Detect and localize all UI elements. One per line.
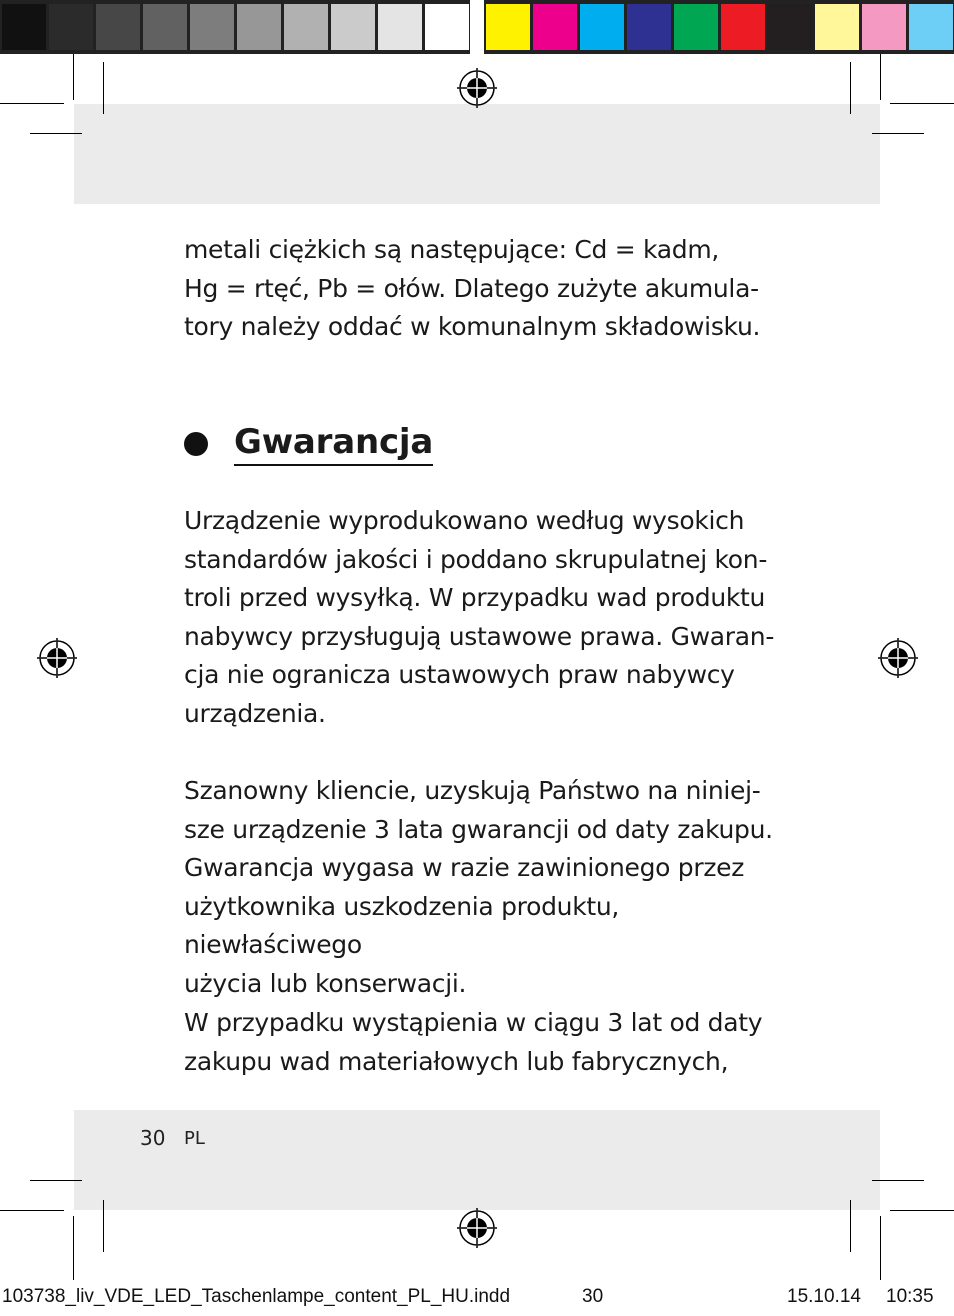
- header-band: [74, 104, 880, 204]
- registration-mark-icon: [37, 638, 77, 678]
- section-title: Gwarancja: [234, 422, 433, 466]
- crop-mark: [73, 54, 74, 100]
- color-swatch: [2, 4, 46, 50]
- grayscale-strip: [0, 0, 470, 54]
- color-swatch: [533, 4, 577, 50]
- crop-mark: [890, 103, 954, 104]
- color-swatch: [815, 4, 859, 50]
- crop-mark: [850, 62, 851, 114]
- bullet-dot-icon: [184, 432, 208, 456]
- warranty-paragraph-1: Urządzenie wyprodukowano według wysokich standardów jakości i poddano skrupulatnej kon- troli przed wysyłką. W przypadku wad produktu nabywcy przysługują ustawowe prawa. Gwaran- cja nie ogranicza ustawowych praw nabywcy urządzenia.: [184, 506, 775, 728]
- language-code: PL: [184, 1128, 205, 1149]
- intro-paragraph: metali ciężkich są następujące: Cd = kadm, Hg = rtęć, Pb = ołów. Dlatego zużyte akumula- tory należy oddać w komunalnym składowisku.: [184, 235, 761, 341]
- slug-filename: 103738_liv_VDE_LED_Taschenlampe_content_PL_HU.indd: [2, 1286, 511, 1307]
- warranty-paragraph-3: W przypadku wystąpienia w ciągu 3 lat od daty zakupu wad materiałowych lub fabrycznych,: [184, 1008, 763, 1076]
- color-swatch: [331, 4, 375, 50]
- section-heading: [184, 420, 433, 468]
- color-swatch: [486, 4, 530, 50]
- color-swatch: [96, 4, 140, 50]
- color-swatch: [862, 4, 906, 50]
- slug-time: 10:35: [886, 1286, 934, 1307]
- color-swatch: [768, 4, 812, 50]
- crop-mark: [890, 1210, 954, 1211]
- crop-mark: [850, 1200, 851, 1252]
- crop-mark: [880, 54, 881, 100]
- process-color-strip: [484, 0, 954, 54]
- footer-band: [74, 1110, 880, 1210]
- color-swatch: [190, 4, 234, 50]
- crop-mark: [872, 133, 924, 134]
- crop-mark: [880, 1216, 881, 1280]
- color-swatch: [580, 4, 624, 50]
- color-swatch: [237, 4, 281, 50]
- crop-mark: [0, 1210, 64, 1211]
- crop-mark: [103, 62, 104, 114]
- crop-mark: [30, 1180, 82, 1181]
- registration-mark-icon: [457, 68, 497, 108]
- color-swatch: [143, 4, 187, 50]
- registration-mark-icon: [457, 1208, 497, 1248]
- crop-mark: [103, 1200, 104, 1252]
- color-swatch: [721, 4, 765, 50]
- color-swatch: [425, 4, 469, 50]
- warranty-paragraph-2: Szanowny kliencie, uzyskują Państwo na niniej- sze urządzenie 3 lata gwarancji od daty zakupu. Gwarancja wygasa w razie zawinionego przez użytkownika uszkodzenia produktu, niewłaściwego użycia lub konserwacji.: [184, 776, 773, 998]
- color-swatch: [378, 4, 422, 50]
- registration-mark-icon: [878, 638, 918, 678]
- crop-mark: [73, 1216, 74, 1280]
- slug-date: 15.10.14: [787, 1286, 861, 1307]
- slug-page: 30: [582, 1286, 604, 1307]
- color-swatch: [674, 4, 718, 50]
- color-swatch: [284, 4, 328, 50]
- crop-mark: [30, 133, 82, 134]
- color-swatch: [49, 4, 93, 50]
- crop-mark: [0, 103, 64, 104]
- color-swatch: [627, 4, 671, 50]
- crop-mark: [872, 1180, 924, 1181]
- page-number: 30: [140, 1126, 166, 1150]
- color-swatch: [909, 4, 953, 50]
